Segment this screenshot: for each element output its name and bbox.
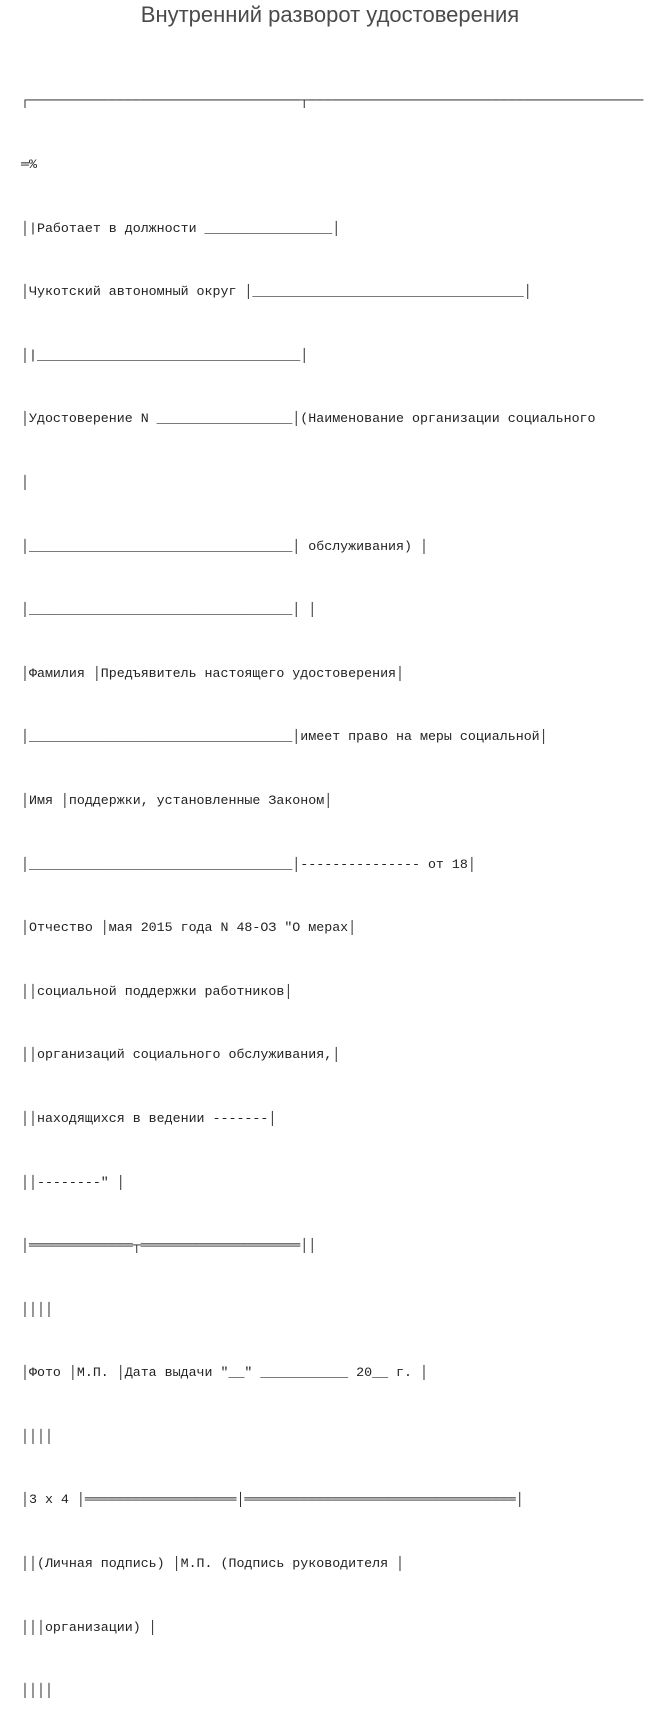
- organization-signature-line: │││организации) │: [21, 1619, 157, 1635]
- first-name-line: │Имя │поддержки, установленные Законом│: [21, 792, 333, 808]
- page-title: Внутренний разворот удостоверения: [140, 2, 520, 27]
- law-date-line: │_________________________________│--------------- от 18│: [21, 856, 476, 872]
- photo-size-line: │3 х 4 │═══════════════════│══════════════════════════════════│: [21, 1492, 524, 1508]
- separator-line: │: [21, 474, 29, 490]
- position-line: │|Работает в должности ________________│: [21, 220, 341, 236]
- certificate-inner-spread-text: [21, 48, 660, 1723]
- region-line: │Чукотский автономный округ │__________________________________│: [21, 284, 532, 300]
- border-middle-line: │═════════════┬════════════════════││: [21, 1238, 317, 1254]
- separator-line: ││││: [21, 1428, 53, 1444]
- border-top-line: ┌──────────────────────────────────┬──────────────────────────────────────────: [21, 93, 644, 109]
- patronymic-line: │Отчество │мая 2015 года N 48-ОЗ "О мерах│: [21, 920, 357, 936]
- blank-line: │|_________________________________│: [21, 347, 309, 363]
- law-text-line: ││социальной поддержки работников│: [21, 983, 293, 999]
- separator-line: ││││: [21, 1683, 53, 1699]
- signature-line: ││(Личная подпись) │М.П. (Подпись руководителя │: [21, 1556, 405, 1572]
- law-text-line: ││находящихся в ведении -------│: [21, 1110, 277, 1126]
- certificate-number-line: │Удостоверение N _________________│(Наименование организации социального: [21, 411, 596, 427]
- separator-line: ││││: [21, 1301, 53, 1317]
- blank-line: │_________________________________│ │: [21, 602, 317, 618]
- photo-issue-date-line: │Фото │М.П. │Дата выдачи "__" ___________ 20__ г. │: [21, 1365, 428, 1381]
- law-text-line: ││организаций социального обслуживания,│: [21, 1047, 341, 1063]
- surname-line: │Фамилия │Предъявитель настоящего удостоверения│: [21, 665, 405, 681]
- organization-line: │_________________________________│ обслуживания) │: [21, 538, 428, 554]
- rights-line: │_________________________________│имеет право на меры социальной│: [21, 729, 548, 745]
- law-text-line: ││--------" │: [21, 1174, 125, 1190]
- border-corner-line: ═%: [21, 157, 37, 172]
